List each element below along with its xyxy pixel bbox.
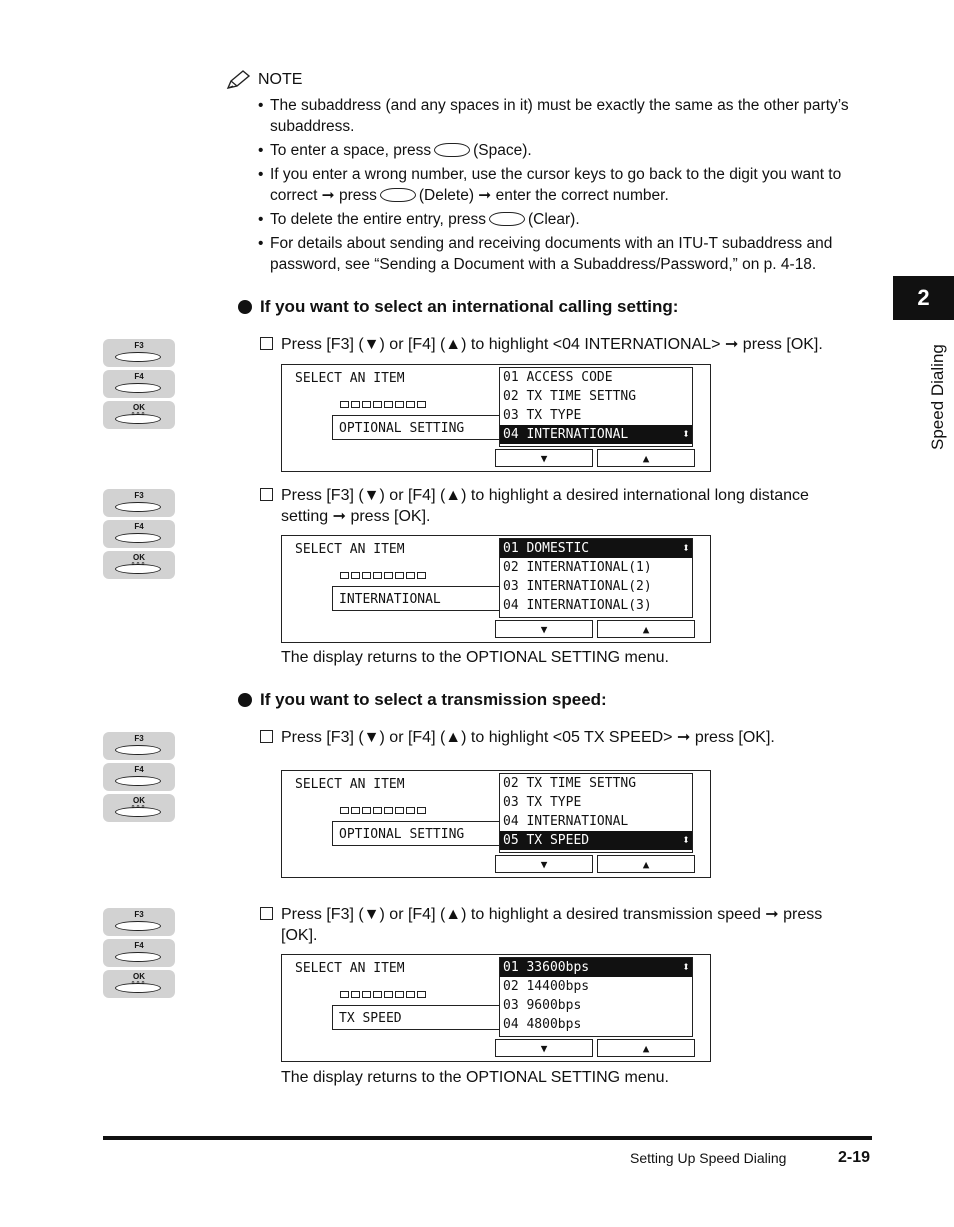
lcd-menu-item: 01 DOMESTIC ⬍ [500,539,692,558]
step-3: Press [F3] (▼) or [F4] (▲) to highlight <05 TX SPEED> ➞ press [OK]. [260,727,860,748]
lcd-current-setting: OPTIONAL SETTING [332,415,500,440]
lcd-label: SELECT AN ITEM [295,542,405,557]
section-heading-international: If you want to select an international calling setting: [238,297,678,317]
note-item: • To enter a space, press (Space). [258,140,873,161]
lcd-menu [499,538,693,618]
lcd-current-setting: INTERNATIONAL [332,586,500,611]
section-heading-speed: If you want to select a transmission speed: [238,690,607,710]
page-number: 2-19 [838,1149,871,1166]
f4-key: F4 [103,520,175,548]
lcd-menu-item: 02 TX TIME SETTNG [503,776,637,791]
checkbox-icon [260,337,273,350]
lcd-menu-item: 02 14400bps [503,979,590,994]
lcd-up-button: ▲ [597,449,695,467]
step-4: Press [F3] (▼) or [F4] (▲) to highlight a desired transmission speed ➞ press [OK]. [260,904,860,946]
f3-key: F3 [103,732,175,760]
note-item: • If you enter a wrong number, use the cursor keys to go back to the digit you want to correct ➞ press (Delete) ➞ enter the correct number. [258,164,873,206]
lcd-menu-item: 03 TX TYPE [503,408,582,423]
bullet-icon [238,693,252,707]
lcd-entry-dots [340,991,426,998]
ok-key: OK ∘∘∘ [103,970,175,998]
ok-key: OK ∘∘∘ [103,551,175,579]
f4-key: F4 [103,939,175,967]
lcd-menu-item: 01 33600bps ⬍ [500,958,692,977]
lcd-entry-dots [340,572,426,579]
lcd-display [281,954,711,1062]
lcd-menu-item: 03 TX TYPE [503,795,582,810]
f3-key: F3 [103,489,175,517]
lcd-up-button: ▲ [597,620,695,638]
bullet-icon [238,300,252,314]
lcd-label: SELECT AN ITEM [295,777,405,792]
lcd-entry-dots [340,807,426,814]
delete-key-icon [380,188,416,202]
lcd-menu-item: 03 INTERNATIONAL(2) [503,579,652,594]
result-text: The display returns to the OPTIONAL SETTING menu. [281,649,669,666]
chapter-tab: 2 [893,276,954,320]
lcd-entry-dots [340,401,426,408]
lcd-menu-item: 04 4800bps [503,1017,582,1032]
lcd-menu-item: 02 INTERNATIONAL(1) [503,560,652,575]
f4-key: F4 [103,763,175,791]
lcd-menu-item: 01 ACCESS CODE [503,370,613,385]
key-group [103,908,175,1001]
note-item: • For details about sending and receiving documents with an ITU-T subaddress and password, see “Sending a Document with a Subaddress/Password,” on p. 4-18. [258,233,873,275]
lcd-down-button: ▼ [495,1039,593,1057]
lcd-up-button: ▲ [597,855,695,873]
footer-section: Setting Up Speed Dialing [630,1150,787,1166]
result-text: The display returns to the OPTIONAL SETTING menu. [281,1069,669,1086]
note-title: NOTE [258,71,303,88]
lcd-down-button: ▼ [495,620,593,638]
lcd-menu-item: 04 INTERNATIONAL(3) [503,598,652,613]
key-group [103,339,175,432]
lcd-menu [499,773,693,853]
lcd-down-button: ▼ [495,449,593,467]
lcd-menu-item: 03 9600bps [503,998,582,1013]
lcd-menu-item: 05 TX SPEED ⬍ [500,831,692,850]
lcd-menu [499,957,693,1037]
lcd-menu-item: 04 INTERNATIONAL [503,814,629,829]
footer-rule [103,1136,872,1140]
lcd-label: SELECT AN ITEM [295,961,405,976]
key-group [103,489,175,582]
lcd-current-setting: TX SPEED [332,1005,500,1030]
checkbox-icon [260,488,273,501]
f3-key: F3 [103,908,175,936]
space-key-icon [434,143,470,157]
lcd-current-setting: OPTIONAL SETTING [332,821,500,846]
lcd-down-button: ▼ [495,855,593,873]
lcd-label: SELECT AN ITEM [295,371,405,386]
checkbox-icon [260,907,273,920]
lcd-up-button: ▲ [597,1039,695,1057]
ok-key: OK ∘∘∘ [103,794,175,822]
chapter-title: Speed Dialing [928,344,947,450]
note-item: • The subaddress (and any spaces in it) must be exactly the same as the other party’s subaddress. [258,95,873,137]
lcd-display [281,770,711,878]
key-group [103,732,175,825]
pencil-icon [226,70,252,90]
lcd-menu-item: 04 INTERNATIONAL ⬍ [500,425,692,444]
note-header [226,70,302,90]
lcd-menu [499,367,693,447]
lcd-menu-item: 02 TX TIME SETTNG [503,389,637,404]
clear-key-icon [489,212,525,226]
step-2: Press [F3] (▼) or [F4] (▲) to highlight a desired international long distance setting ➞ press [OK]. [260,485,860,527]
checkbox-icon [260,730,273,743]
step-1: Press [F3] (▼) or [F4] (▲) to highlight <04 INTERNATIONAL> ➞ press [OK]. [260,334,860,355]
lcd-display [281,535,711,643]
f3-key: F3 [103,339,175,367]
lcd-display [281,364,711,472]
note-item: • To delete the entire entry, press (Clear). [258,209,873,230]
note-list [258,95,873,278]
ok-key: OK ∘∘∘ [103,401,175,429]
f4-key: F4 [103,370,175,398]
